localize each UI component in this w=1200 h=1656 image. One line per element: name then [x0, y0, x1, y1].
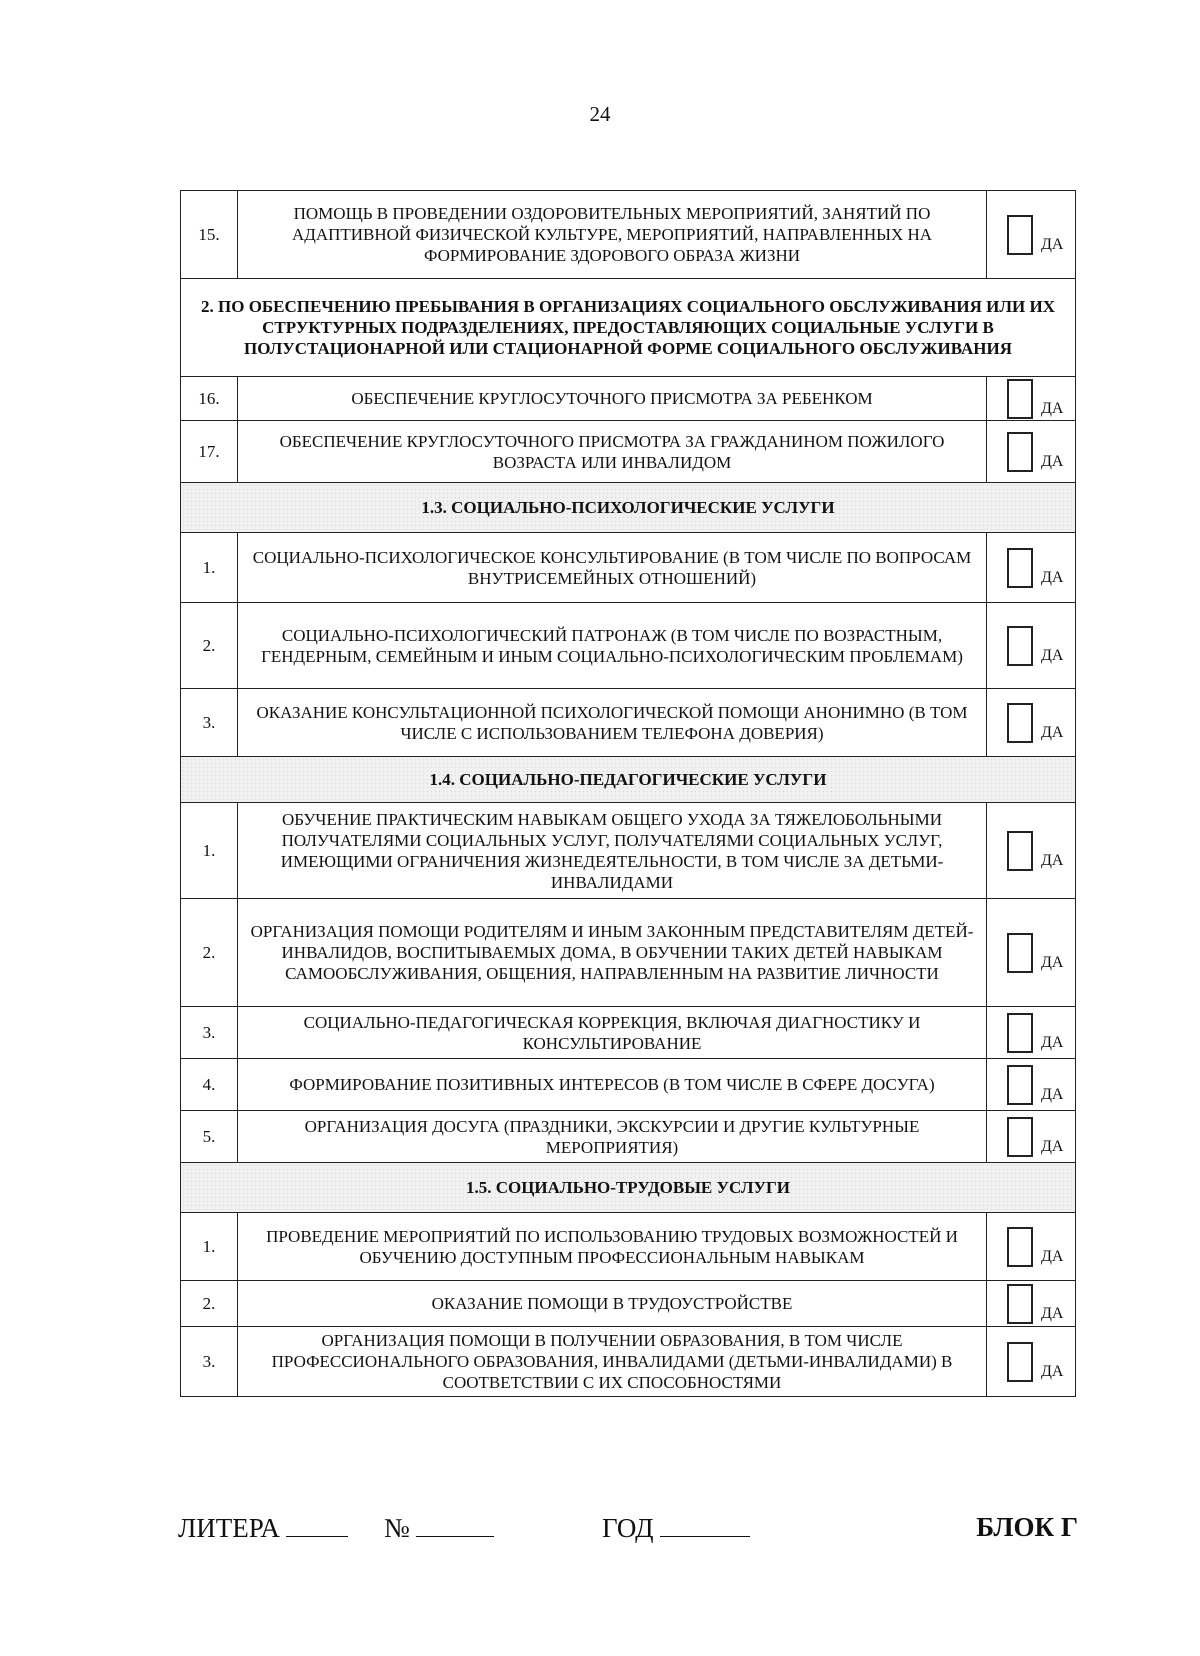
yes-checkbox[interactable] [1007, 215, 1033, 255]
row-number: 5. [181, 1111, 238, 1163]
row-number: 2. [181, 603, 238, 689]
yes-checkbox[interactable] [1007, 1227, 1033, 1267]
service-description: ОБУЧЕНИЕ ПРАКТИЧЕСКИМ НАВЫКАМ ОБЩЕГО УХОДА ЗА ТЯЖЕЛОБОЛЬНЫМИ ПОЛУЧАТЕЛЯМИ СОЦИАЛЬНЫХ УСЛУГ, ПОЛУЧАТЕЛЯМИ СОЦИАЛЬНЫХ УСЛУГ, ИМЕЮЩИМИ ОГРАНИЧЕНИЯ ЖИЗНЕДЕЯТЕЛЬНОСТИ, В ТОМ ЧИСЛЕ ЗА ДЕТЬМИ-ИНВАЛИДАМИ [238, 803, 987, 899]
yes-checkbox-cell [987, 377, 1076, 421]
service-description: ОКАЗАНИЕ ПОМОЩИ В ТРУДОУСТРОЙСТВЕ [238, 1281, 987, 1327]
service-row [181, 1111, 1076, 1163]
yes-checkbox-cell [987, 899, 1076, 1007]
section-title: 1.4. СОЦИАЛЬНО-ПЕДАГОГИЧЕСКИЕ УСЛУГИ [181, 757, 1076, 803]
yes-checkbox[interactable] [1007, 1013, 1033, 1053]
yes-checkbox[interactable] [1007, 548, 1033, 588]
service-description: ФОРМИРОВАНИЕ ПОЗИТИВНЫХ ИНТЕРЕСОВ (В ТОМ ЧИСЛЕ В СФЕРЕ ДОСУГА) [238, 1059, 987, 1111]
row-number: 2. [181, 1281, 238, 1327]
yes-checkbox[interactable] [1007, 1117, 1033, 1157]
service-description: ОКАЗАНИЕ КОНСУЛЬТАЦИОННОЙ ПСИХОЛОГИЧЕСКОЙ ПОМОЩИ АНОНИМНО (В ТОМ ЧИСЛЕ С ИСПОЛЬЗОВАНИЕМ ТЕЛЕФОНА ДОВЕРИЯ) [238, 689, 987, 757]
yes-label: ДА [1041, 1247, 1064, 1265]
yes-checkbox-cell [987, 1327, 1076, 1397]
service-description: ОБЕСПЕЧЕНИЕ КРУГЛОСУТОЧНОГО ПРИСМОТРА ЗА ГРАЖДАНИНОМ ПОЖИЛОГО ВОЗРАСТА ИЛИ ИНВАЛИДОМ [238, 421, 987, 483]
row-number: 1. [181, 803, 238, 899]
section-title: 2. ПО ОБЕСПЕЧЕНИЮ ПРЕБЫВАНИЯ В ОРГАНИЗАЦИЯХ СОЦИАЛЬНОГО ОБСЛУЖИВАНИЯ ИЛИ ИХ СТРУКТУРНЫХ ПОДРАЗДЕЛЕНИЯХ, ПРЕДОСТАВЛЯЮЩИХ СОЦИАЛЬНЫЕ УСЛУГИ В ПОЛУСТАЦИОНАРНОЙ ИЛИ СТАЦИОНАРНОЙ ФОРМЕ СОЦИАЛЬНОГО ОБСЛУЖИВАНИЯ [181, 279, 1076, 377]
service-description: СОЦИАЛЬНО-ПСИХОЛОГИЧЕСКОЕ КОНСУЛЬТИРОВАНИЕ (В ТОМ ЧИСЛЕ ПО ВОПРОСАМ ВНУТРИСЕМЕЙНЫХ ОТНОШЕНИЙ) [238, 533, 987, 603]
yes-label: ДА [1041, 1085, 1064, 1103]
yes-checkbox-cell [987, 1111, 1076, 1163]
section-header-row [181, 1163, 1076, 1213]
yes-checkbox-cell [987, 1059, 1076, 1111]
section-header-row [181, 483, 1076, 533]
service-row [181, 1059, 1076, 1111]
row-number: 3. [181, 689, 238, 757]
litera-field [178, 1512, 348, 1544]
yes-label: ДА [1041, 851, 1064, 869]
year-input[interactable] [660, 1512, 750, 1537]
service-row [181, 1281, 1076, 1327]
yes-checkbox-cell [987, 191, 1076, 279]
row-number: 1. [181, 533, 238, 603]
yes-label: ДА [1041, 723, 1064, 741]
section-title: 1.3. СОЦИАЛЬНО-ПСИХОЛОГИЧЕСКИЕ УСЛУГИ [181, 483, 1076, 533]
yes-checkbox-cell [987, 1281, 1076, 1327]
yes-checkbox[interactable] [1007, 626, 1033, 666]
year-field [602, 1512, 750, 1544]
services-table [180, 190, 1076, 1397]
row-number: 3. [181, 1007, 238, 1059]
row-number: 2. [181, 899, 238, 1007]
service-row [181, 421, 1076, 483]
row-number: 17. [181, 421, 238, 483]
yes-checkbox[interactable] [1007, 831, 1033, 871]
row-number: 15. [181, 191, 238, 279]
yes-checkbox[interactable] [1007, 432, 1033, 472]
yes-checkbox-cell [987, 533, 1076, 603]
service-row [181, 1327, 1076, 1397]
number-input[interactable] [416, 1512, 494, 1537]
yes-checkbox-cell [987, 1213, 1076, 1281]
yes-checkbox[interactable] [1007, 1065, 1033, 1105]
number-label: № [384, 1513, 410, 1543]
services-table-body [181, 191, 1076, 1397]
yes-checkbox[interactable] [1007, 1342, 1033, 1382]
service-row [181, 803, 1076, 899]
row-number: 3. [181, 1327, 238, 1397]
yes-label: ДА [1041, 1137, 1064, 1155]
service-row [181, 191, 1076, 279]
yes-checkbox[interactable] [1007, 379, 1033, 419]
form-footer [178, 1512, 1078, 1552]
service-description: СОЦИАЛЬНО-ПЕДАГОГИЧЕСКАЯ КОРРЕКЦИЯ, ВКЛЮЧАЯ ДИАГНОСТИКУ И КОНСУЛЬТИРОВАНИЕ [238, 1007, 987, 1059]
service-row [181, 533, 1076, 603]
service-row [181, 377, 1076, 421]
litera-label: ЛИТЕРА [178, 1513, 280, 1543]
yes-label: ДА [1041, 235, 1064, 253]
yes-checkbox-cell [987, 803, 1076, 899]
yes-checkbox-cell [987, 689, 1076, 757]
yes-checkbox-cell [987, 421, 1076, 483]
service-description: СОЦИАЛЬНО-ПСИХОЛОГИЧЕСКИЙ ПАТРОНАЖ (В ТОМ ЧИСЛЕ ПО ВОЗРАСТНЫМ, ГЕНДЕРНЫМ, СЕМЕЙНЫМ И ИНЫМ СОЦИАЛЬНО-ПСИХОЛОГИЧЕСКИМ ПРОБЛЕМАМ) [238, 603, 987, 689]
yes-checkbox[interactable] [1007, 933, 1033, 973]
section-header-row [181, 757, 1076, 803]
yes-label: ДА [1041, 568, 1064, 586]
row-number: 1. [181, 1213, 238, 1281]
section-title: 1.5. СОЦИАЛЬНО-ТРУДОВЫЕ УСЛУГИ [181, 1163, 1076, 1213]
row-number: 16. [181, 377, 238, 421]
section-header-row [181, 279, 1076, 377]
service-description: ОРГАНИЗАЦИЯ ДОСУГА (ПРАЗДНИКИ, ЭКСКУРСИИ И ДРУГИЕ КУЛЬТУРНЫЕ МЕРОПРИЯТИЯ) [238, 1111, 987, 1163]
service-row [181, 899, 1076, 1007]
yes-checkbox-cell [987, 603, 1076, 689]
block-label: БЛОК Г [976, 1512, 1078, 1542]
service-description: ОРГАНИЗАЦИЯ ПОМОЩИ В ПОЛУЧЕНИИ ОБРАЗОВАНИЯ, В ТОМ ЧИСЛЕ ПРОФЕССИОНАЛЬНОГО ОБРАЗОВАНИЯ, ИНВАЛИДАМИ (ДЕТЬМИ-ИНВАЛИДАМИ) В СООТВЕТСТВИИ С ИХ СПОСОБНОСТЯМИ [238, 1327, 987, 1397]
service-row [181, 1007, 1076, 1059]
page-number: 24 [589, 102, 611, 126]
yes-label: ДА [1041, 399, 1064, 417]
service-row [181, 1213, 1076, 1281]
yes-label: ДА [1041, 646, 1064, 664]
yes-checkbox[interactable] [1007, 1284, 1033, 1324]
litera-input[interactable] [286, 1512, 348, 1537]
yes-label: ДА [1041, 452, 1064, 470]
number-field [384, 1512, 494, 1544]
service-description: ПРОВЕДЕНИЕ МЕРОПРИЯТИЙ ПО ИСПОЛЬЗОВАНИЮ ТРУДОВЫХ ВОЗМОЖНОСТЕЙ И ОБУЧЕНИЮ ДОСТУПНЫМ ПРОФЕССИОНАЛЬНЫМ НАВЫКАМ [238, 1213, 987, 1281]
yes-checkbox-cell [987, 1007, 1076, 1059]
yes-label: ДА [1041, 953, 1064, 971]
yes-label: ДА [1041, 1033, 1064, 1051]
yes-label: ДА [1041, 1304, 1064, 1322]
yes-checkbox[interactable] [1007, 703, 1033, 743]
service-row [181, 689, 1076, 757]
row-number: 4. [181, 1059, 238, 1111]
service-description: ОРГАНИЗАЦИЯ ПОМОЩИ РОДИТЕЛЯМ И ИНЫМ ЗАКОННЫМ ПРЕДСТАВИТЕЛЯМ ДЕТЕЙ-ИНВАЛИДОВ, ВОСПИТЫВАЕМЫХ ДОМА, В ОБУЧЕНИИ ТАКИХ ДЕТЕЙ НАВЫКАМ САМООБСЛУЖИВАНИЯ, ОБЩЕНИЯ, НАПРАВЛЕННЫМ НА РАЗВИТИЕ ЛИЧНОСТИ [238, 899, 987, 1007]
year-label: ГОД [602, 1513, 654, 1543]
service-description: ОБЕСПЕЧЕНИЕ КРУГЛОСУТОЧНОГО ПРИСМОТРА ЗА РЕБЕНКОМ [238, 377, 987, 421]
service-description: ПОМОЩЬ В ПРОВЕДЕНИИ ОЗДОРОВИТЕЛЬНЫХ МЕРОПРИЯТИЙ, ЗАНЯТИЙ ПО АДАПТИВНОЙ ФИЗИЧЕСКОЙ КУЛЬТУРЕ, МЕРОПРИЯТИЙ, НАПРАВЛЕННЫХ НА ФОРМИРОВАНИЕ ЗДОРОВОГО ОБРАЗА ЖИЗНИ [238, 191, 987, 279]
yes-label: ДА [1041, 1362, 1064, 1380]
service-row [181, 603, 1076, 689]
